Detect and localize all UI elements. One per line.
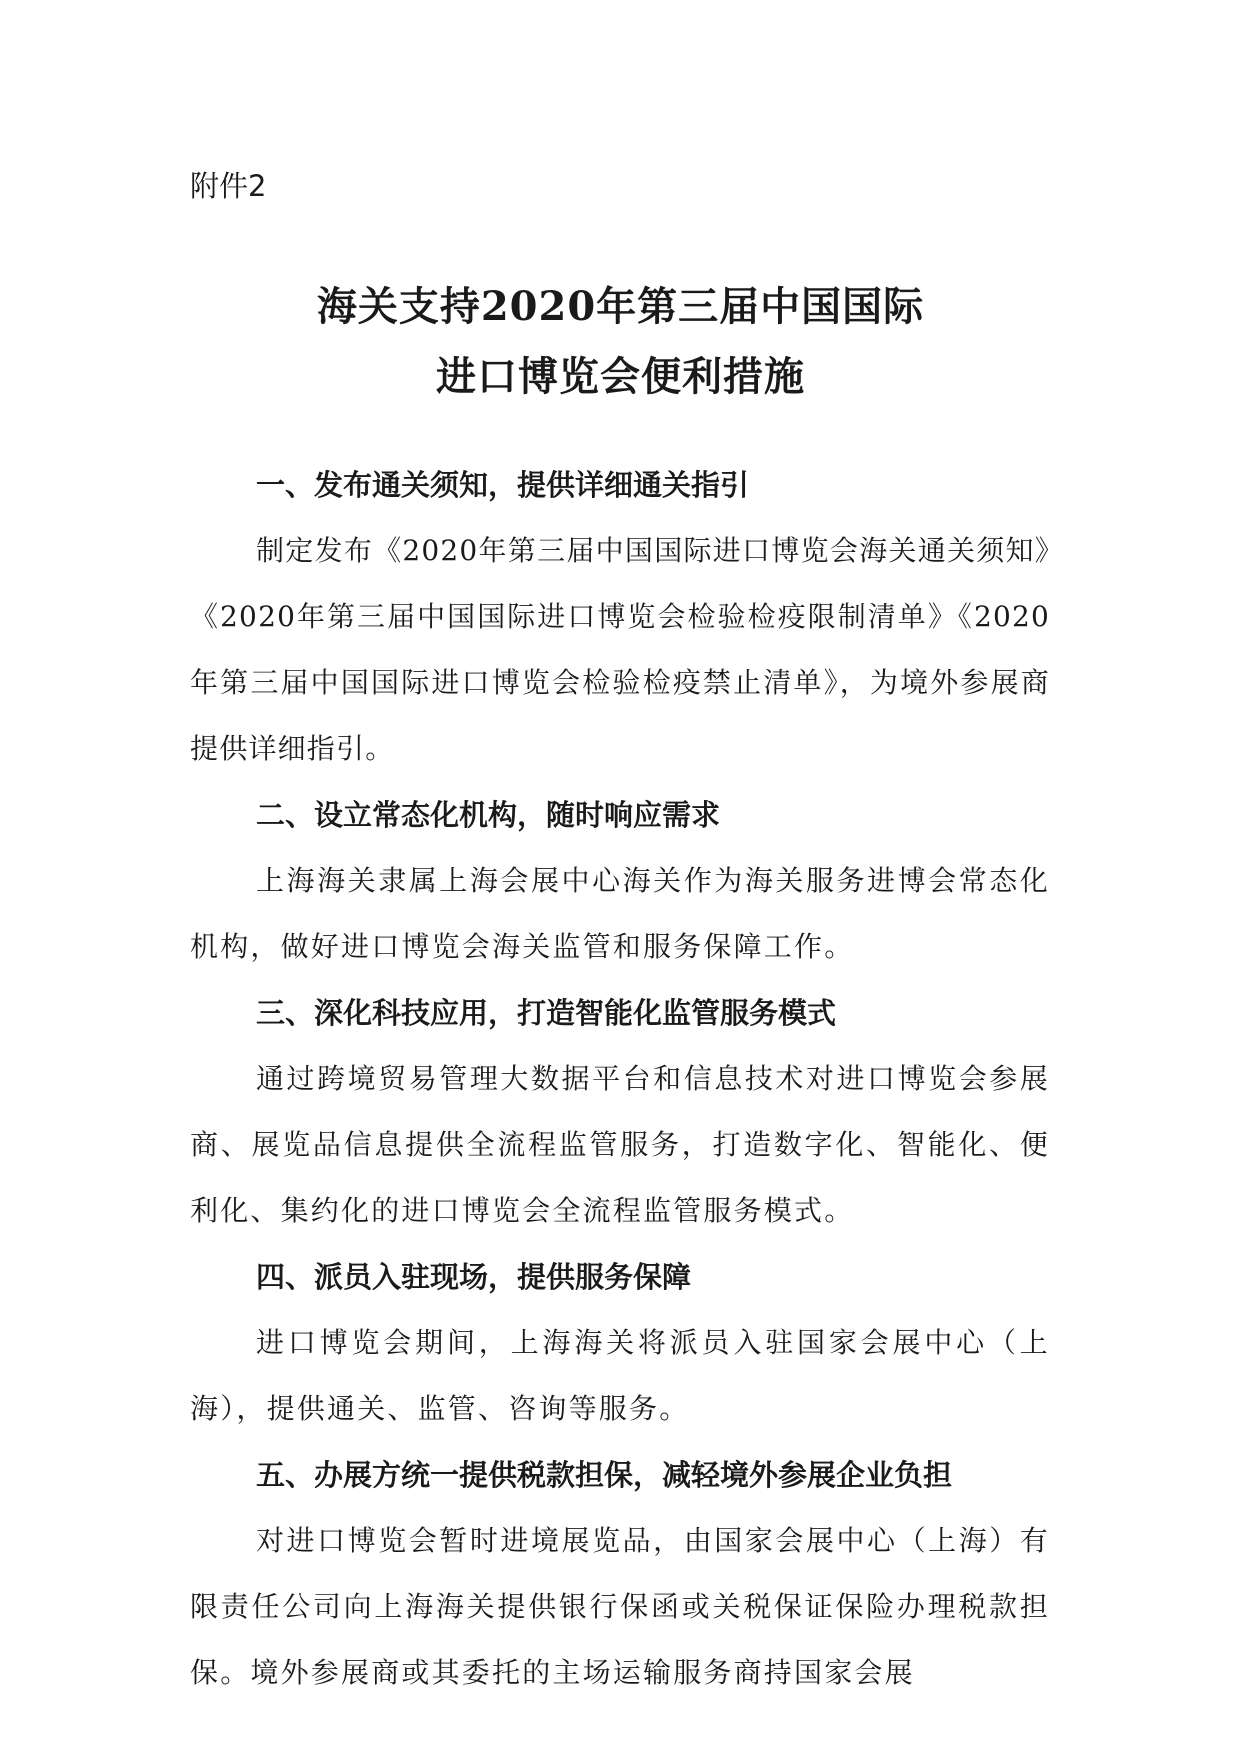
section-4 <box>190 1244 1050 1442</box>
section-2 <box>190 782 1050 980</box>
attachment-label: 附件2 <box>190 169 267 203</box>
section-heading: 一、发布通关须知，提供详细通关指引 <box>256 468 750 502</box>
section-paragraph: 上海海关隶属上海会展中心海关作为海关服务进博会常态化机构，做好进口博览会海关监管和服务保障工作。 <box>190 864 1050 963</box>
section-3 <box>190 980 1050 1244</box>
section-paragraph: 制定发布《2020年第三届中国国际进口博览会海关通关须知》《2020年第三届中国国际进口博览会检验检疫限制清单》《2020年第三届中国国际进口博览会检验检疫禁止清单》，为境外参展商提供详细指引。 <box>190 534 1050 765</box>
section-paragraph: 对进口博览会暂时进境展览品，由国家会展中心（上海）有限责任公司向上海海关提供银行保函或关税保证保险办理税款担保。境外参展商或其委托的主场运输服务商持国家会展 <box>190 1524 1050 1689</box>
section-5 <box>190 1442 1050 1706</box>
title-line-2: 进口博览会便利措施 <box>436 353 805 400</box>
title-line-1: 海关支持2020年第三届中国国际 <box>316 283 925 330</box>
section-heading: 四、派员入驻现场，提供服务保障 <box>256 1260 692 1294</box>
section-heading: 二、设立常态化机构，随时响应需求 <box>256 798 721 832</box>
section-heading: 五、办展方统一提供税款担保，减轻境外参展企业负担 <box>256 1458 953 1492</box>
section-heading: 三、深化科技应用，打造智能化监管服务模式 <box>256 996 837 1030</box>
document-body <box>190 452 1050 1706</box>
section-1 <box>190 452 1050 782</box>
section-paragraph: 进口博览会期间，上海海关将派员入驻国家会展中心（上海），提供通关、监管、咨询等服务。 <box>190 1326 1050 1425</box>
section-paragraph: 通过跨境贸易管理大数据平台和信息技术对进口博览会参展商、展览品信息提供全流程监管服务，打造数字化、智能化、便利化、集约化的进口博览会全流程监管服务模式。 <box>190 1062 1050 1227</box>
document-title <box>0 272 1241 412</box>
